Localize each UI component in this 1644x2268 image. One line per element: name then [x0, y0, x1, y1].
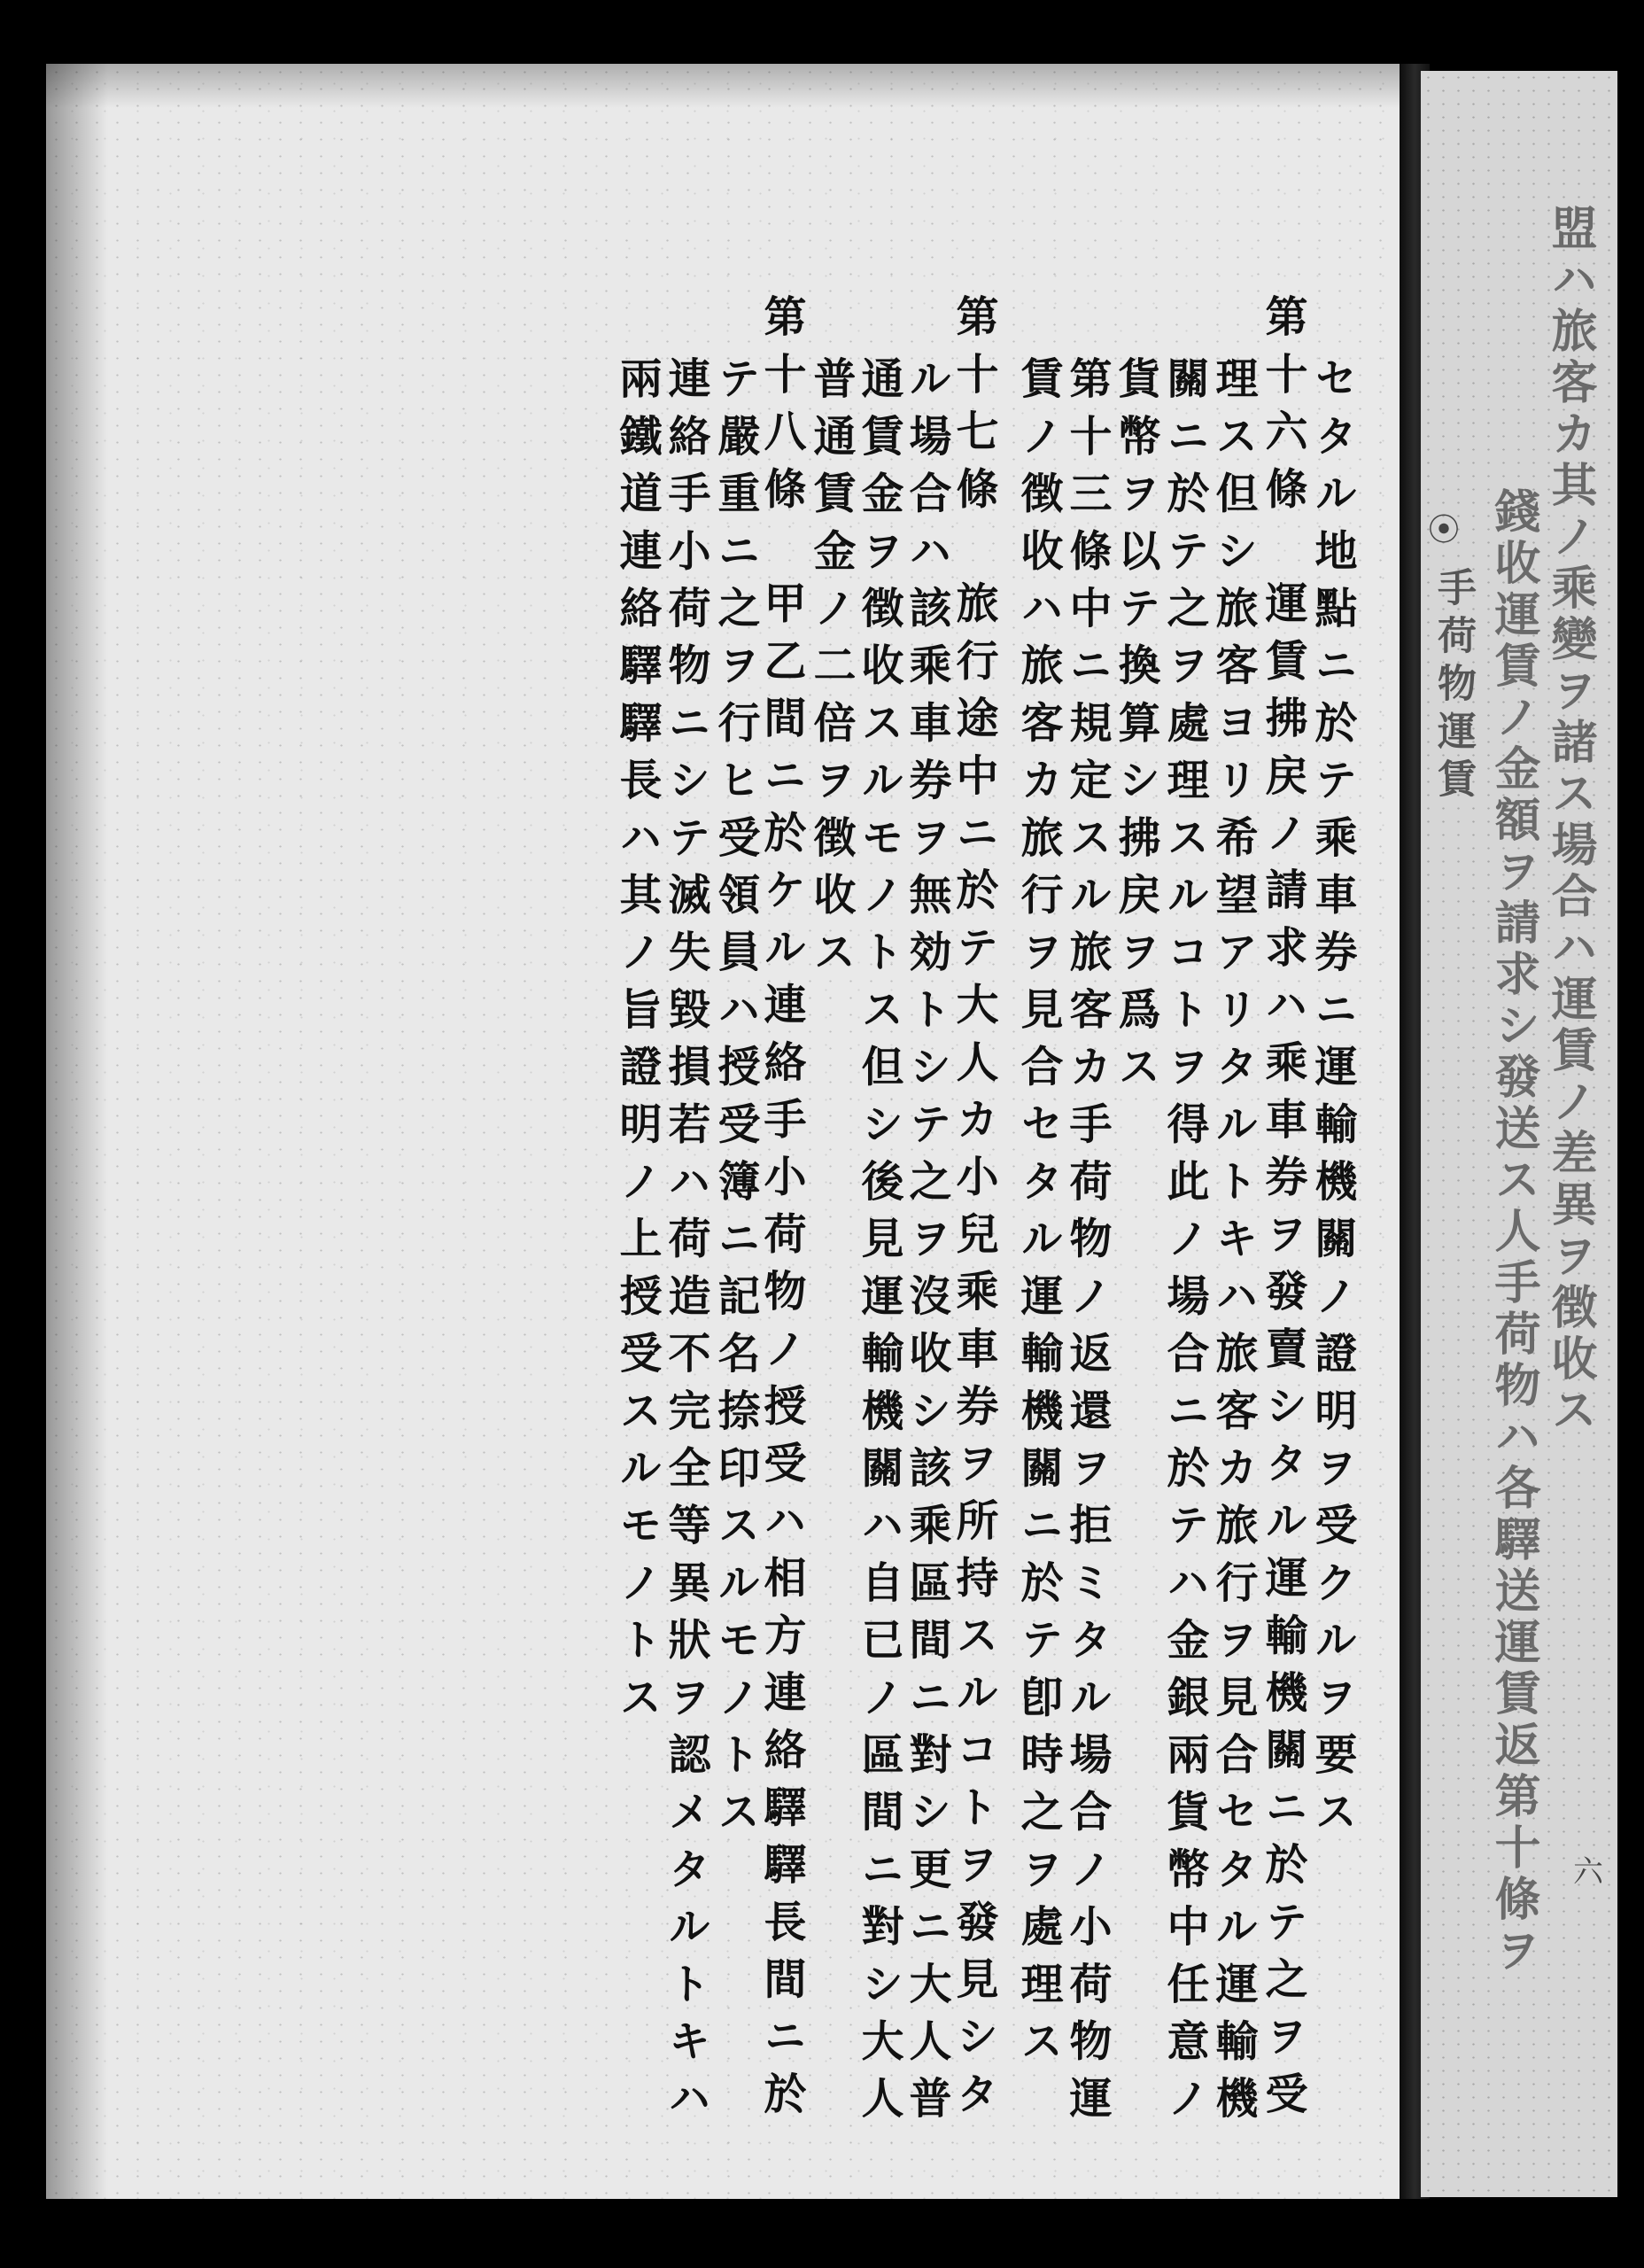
- facing-text-column-1: 盟ハ旅客カ其ノ乘變ヲ諸ス場合ハ運賃ノ差異ヲ徴收ス: [1543, 204, 1597, 1437]
- text-column-8: 第十七條 旅行途中ニ於テ大人カ小兒乘車券ヲ所持スルコトヲ發見シタ: [949, 294, 998, 2129]
- text-column-3: 理ス但シ旅客ヨリ希望アリタルトキハ旅客カ旅行ヲ見合セタル運輸機: [1208, 356, 1258, 2133]
- text-column-10: 通賃金ヲ徴收スルモノトス但シ後見運輸機關ハ自已ノ區間ニ對シ大人: [854, 356, 903, 2133]
- text-column-1: セタル地點ニ於テ乘車券ニ運輸機關ノ證明ヲ受クルヲ要ス: [1307, 356, 1357, 1847]
- facing-page-mark: ⦿: [1428, 512, 1461, 548]
- facing-page: [1421, 71, 1617, 2197]
- text-column-12: 第十八條 甲乙間ニ於ケル連絡手小荷物ノ授受ハ相方連絡驛驛長間ニ於: [756, 294, 806, 2129]
- facing-text-column-2: 錢收運賃ノ金額ヲ請求シ發送ス人手荷物ハ各驛送運賃返第十條ヲ: [1486, 487, 1540, 1977]
- page-shadow-top: [46, 64, 1400, 108]
- text-column-5: 貨幣ヲ以テ換算シ拂戻ヲ爲ス: [1111, 356, 1160, 1102]
- text-column-6: 第十三條中ニ規定スル旅客カ手荷物ノ返還ヲ拒ミタル場合ノ小荷物運: [1062, 356, 1112, 2133]
- text-column-9: ル場合ハ該乘車券ヲ無効トシテ之ヲ沒收シ該乘區間ニ對シ更ニ大人普: [902, 356, 951, 2133]
- facing-page-number: 六: [1573, 1854, 1603, 1890]
- text-column-15: 兩鐵道連絡驛驛長ハ其ノ旨證明ノ上授受スルモノトス: [612, 356, 662, 1732]
- facing-running-head: 手荷物運賃: [1431, 567, 1476, 806]
- main-page: [46, 64, 1400, 2199]
- text-column-4: 關ニ於テ之ヲ處理スルコトヲ得此ノ場合ニ於テハ金銀兩貨幣中任意ノ: [1159, 356, 1209, 2133]
- text-column-7: 賃ノ徴收ハ旅客カ旅行ヲ見合セタル運輸機關ニ於テ卽時之ヲ處理ス: [1013, 356, 1063, 2076]
- page-shadow-left: [46, 64, 108, 2199]
- text-column-13: テ嚴重ニ之ヲ行ヒ受領員ハ授受簿ニ記名捺印スルモノトス: [710, 356, 760, 1847]
- text-column-11: 普通賃金ノ二倍ヲ徴收ス: [806, 356, 856, 987]
- text-column-14: 連絡手小荷物ニシテ滅失毀損若ハ荷造不完全等異狀ヲ認メタルトキハ: [661, 356, 710, 2133]
- text-column-2: 第十六條 運賃拂戻ノ請求ハ乘車券ヲ發賣シタル運輸機關ニ於テ之ヲ受: [1258, 294, 1307, 2129]
